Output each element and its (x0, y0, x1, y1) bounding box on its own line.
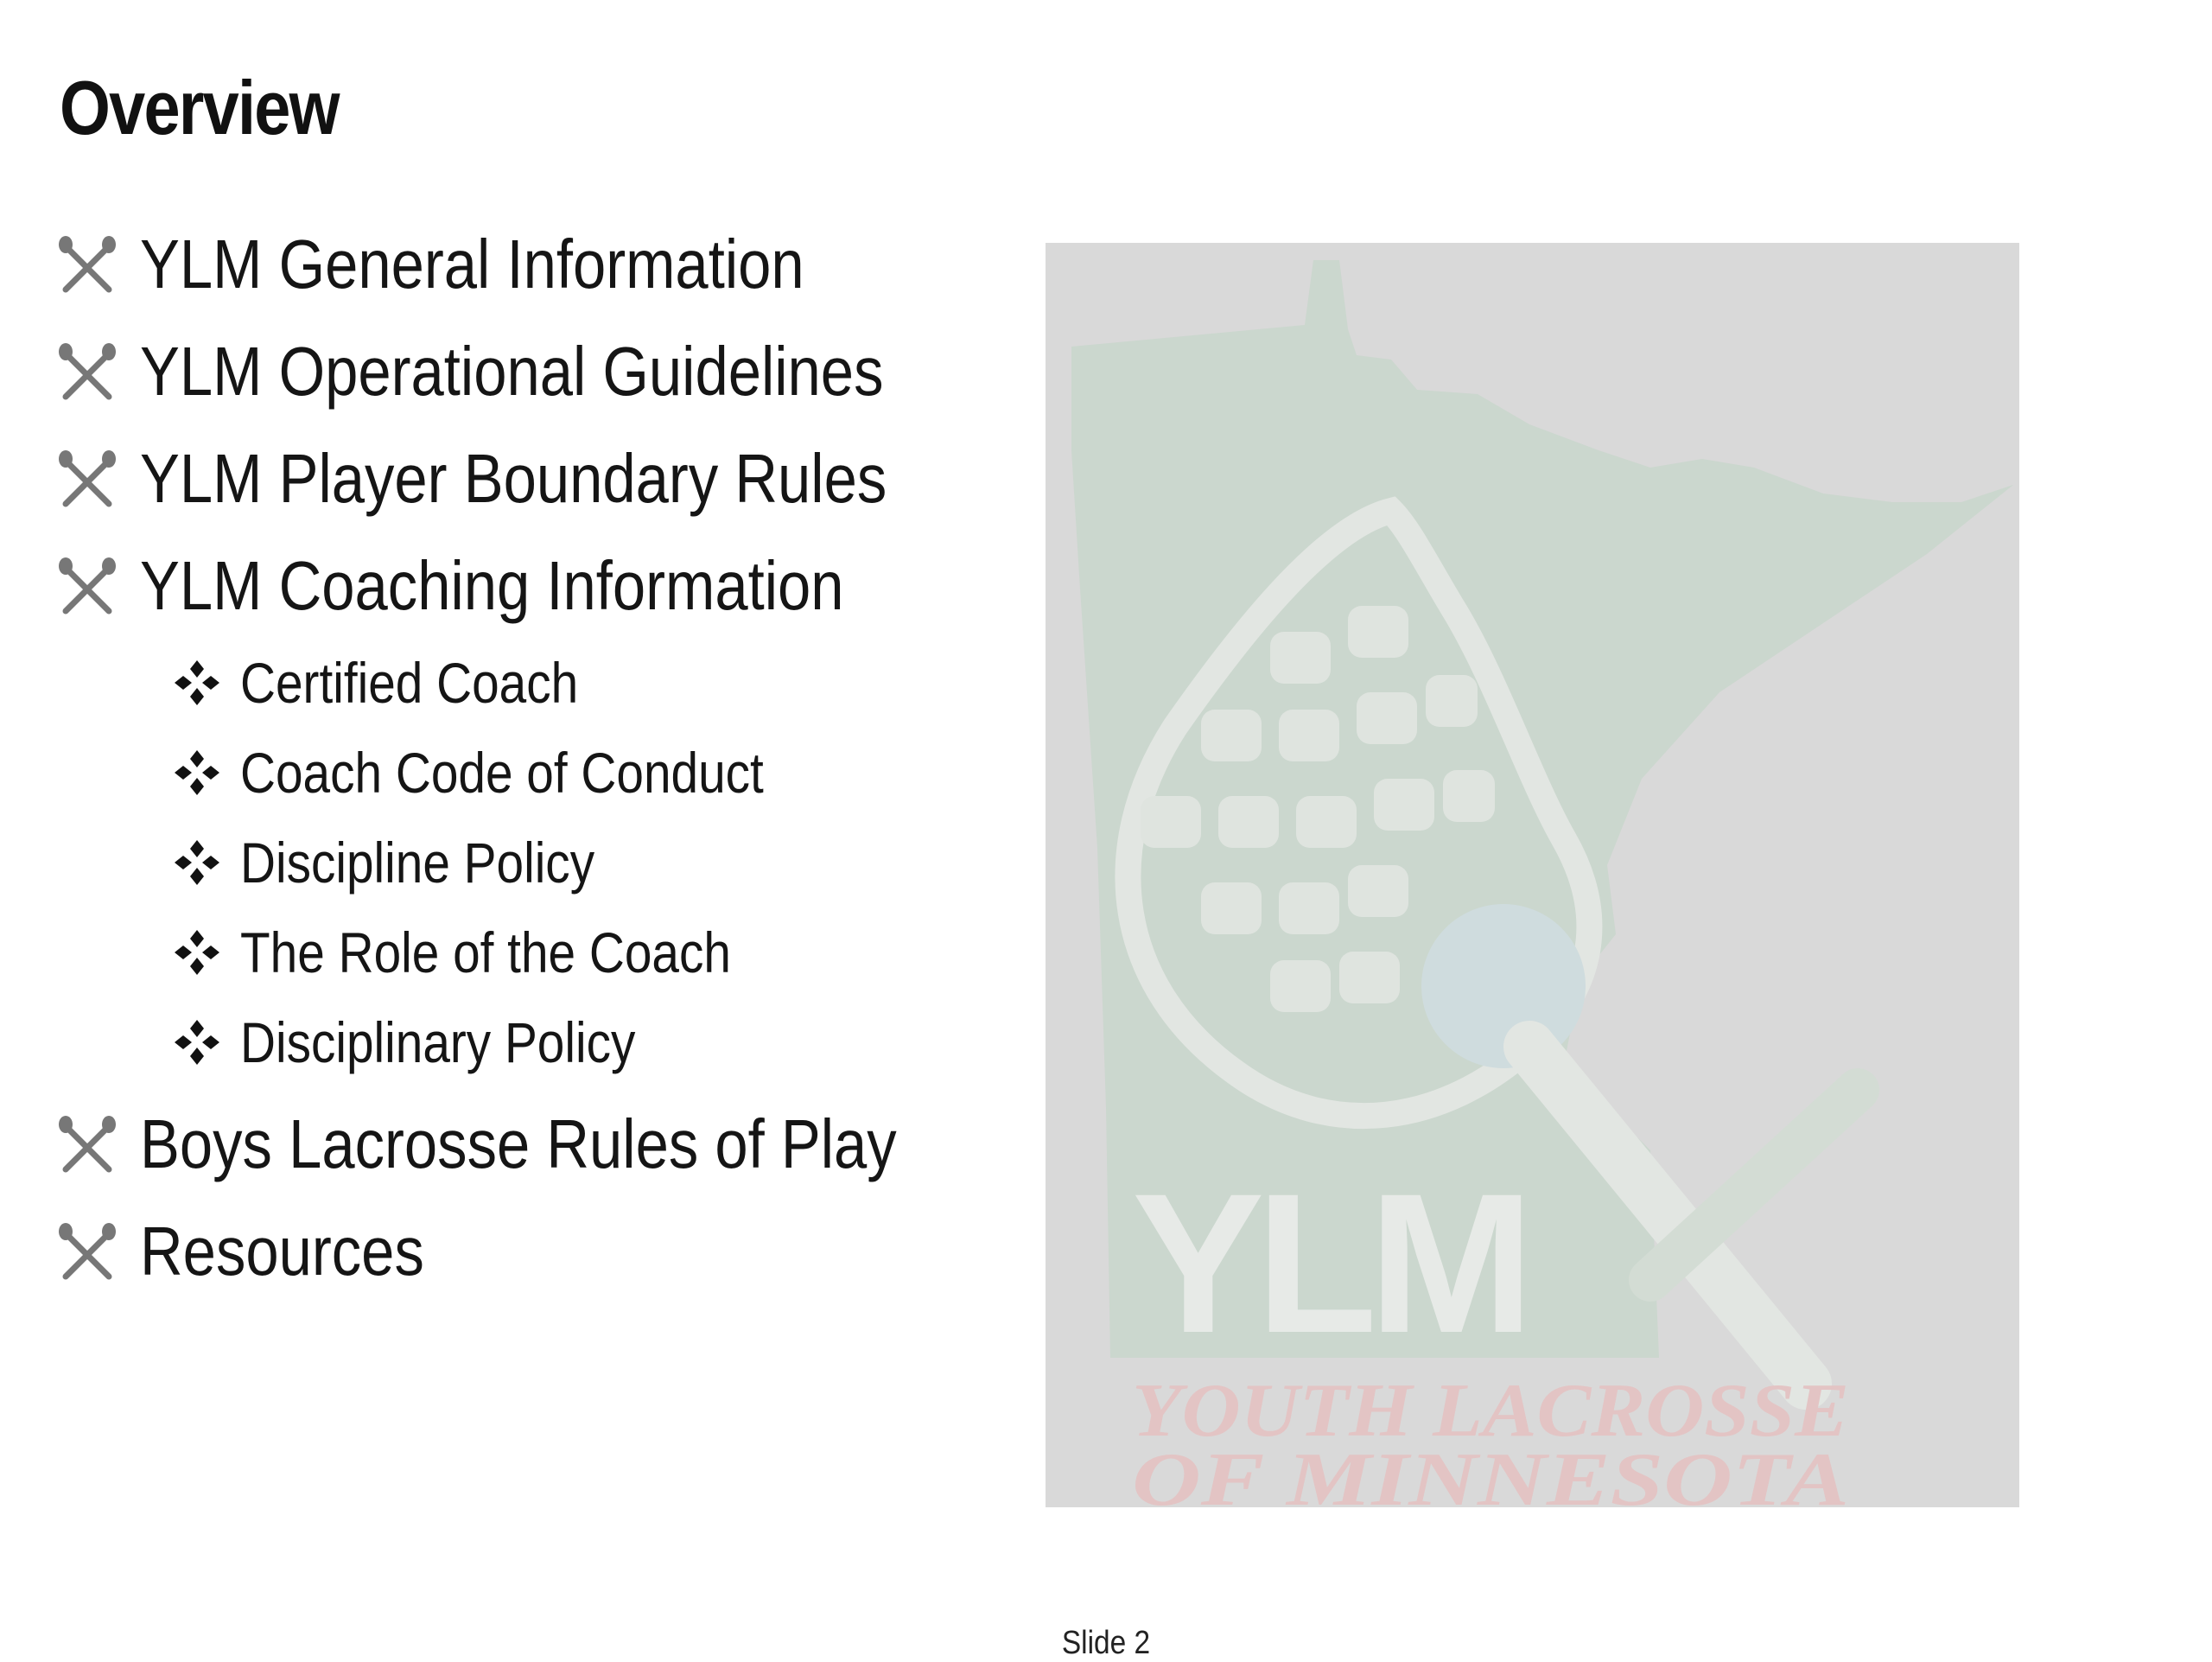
sub-list-item-label: Disciplinary Policy (240, 1010, 636, 1074)
crossed-sticks-icon (57, 341, 118, 402)
list-item (57, 436, 1008, 522)
sub-list-item-label: The Role of the Coach (240, 920, 731, 984)
list-item (57, 1101, 1020, 1188)
four-diamond-icon (173, 1018, 221, 1067)
ylm-wordmark: YLM (1132, 1152, 1526, 1374)
sub-list-item (173, 828, 652, 897)
ylm-logo (1046, 243, 2019, 1507)
crossed-sticks-icon (57, 449, 118, 509)
sub-list-item (173, 1008, 700, 1077)
list-item (57, 221, 912, 308)
list-item (57, 543, 958, 629)
slide-title: Overview (60, 65, 339, 150)
list-item-label: YLM Operational Guidelines (140, 333, 884, 410)
four-diamond-icon (173, 659, 221, 707)
list-item (57, 1208, 470, 1295)
list-item-label: Boys Lacrosse Rules of Play (140, 1105, 897, 1182)
ylm-tagline-1: YOUTH LACROSSE (1132, 1369, 1849, 1453)
sub-list-item (173, 738, 849, 807)
list-item-label: YLM General Information (140, 226, 804, 302)
list-item (57, 328, 1005, 415)
sub-list-item (173, 648, 633, 717)
list-item-label: Resources (140, 1213, 424, 1289)
four-diamond-icon (173, 748, 221, 797)
crossed-sticks-icon (57, 556, 118, 616)
ylm-logo-graphic (1046, 243, 2019, 1507)
crossed-sticks-icon (57, 1221, 118, 1282)
four-diamond-icon (173, 838, 221, 887)
list-item-label: YLM Player Boundary Rules (140, 440, 887, 517)
slide-number: Slide 2 (1061, 1625, 1151, 1661)
sub-list-item-label: Discipline Policy (240, 831, 595, 895)
crossed-sticks-icon (57, 1114, 118, 1175)
sub-list-item (173, 918, 810, 987)
four-diamond-icon (173, 928, 221, 977)
list-item-label: YLM Coaching Information (140, 547, 844, 624)
ylm-tagline-2: OF MINNESOTA (1132, 1438, 1849, 1507)
sub-list-item-label: Coach Code of Conduct (240, 741, 764, 805)
crossed-sticks-icon (57, 234, 118, 295)
sub-list-item-label: Certified Coach (240, 651, 579, 715)
